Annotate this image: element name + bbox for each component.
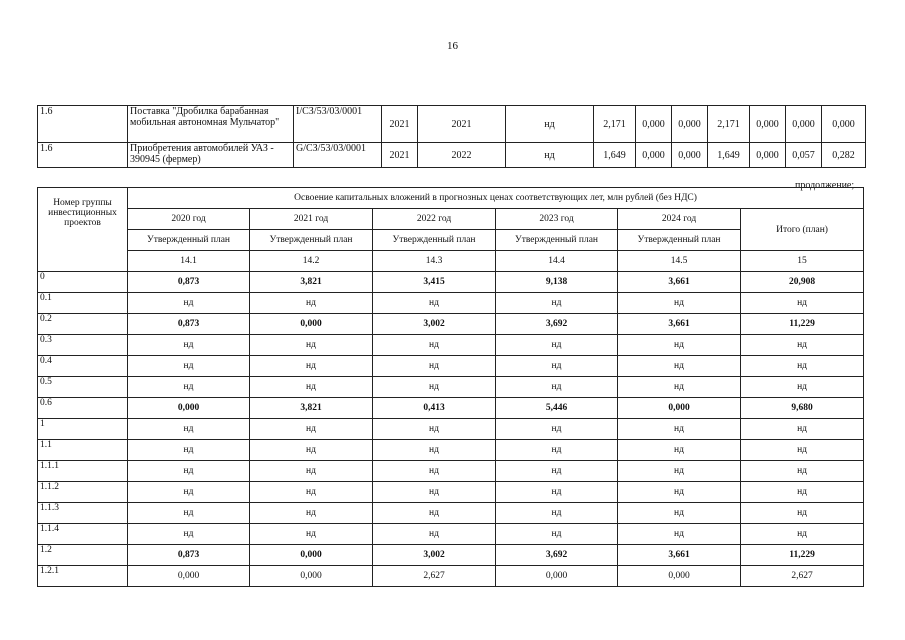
table-row [38, 377, 864, 398]
value-cell: нд [741, 377, 864, 398]
value-cell: 2,627 [373, 566, 496, 587]
value-cell: нд [128, 440, 250, 461]
value-cell: нд [250, 419, 373, 440]
continuation-note: продолжение; [795, 180, 855, 191]
value-cell: 0,000 [128, 566, 250, 587]
value-cell: нд [250, 293, 373, 314]
status-cell: нд [506, 143, 594, 168]
group-number-cell: 0.5 [38, 377, 128, 398]
status-cell: нд [506, 106, 594, 143]
value-cell: нд [250, 461, 373, 482]
value-cell: 2,627 [741, 566, 864, 587]
value-cell: нд [618, 293, 741, 314]
project-name-cell: Поставка "Дробилка барабанная мобильная автономная Мульчатор" [128, 106, 294, 143]
value-cell: 2,171 [594, 106, 636, 143]
project-code-cell: I/СЗ/53/03/0001 [294, 106, 382, 143]
table-row [38, 356, 864, 377]
column-number: 14.1 [128, 251, 250, 272]
value-cell: 0,000 [618, 566, 741, 587]
column-number: 14.5 [618, 251, 741, 272]
value-cell: нд [373, 356, 496, 377]
investment-table [37, 187, 864, 587]
value-cell: 0,000 [250, 545, 373, 566]
table-row [38, 272, 864, 293]
group-number-cell: 1.2 [38, 545, 128, 566]
value-cell: нд [618, 335, 741, 356]
top-row [38, 106, 866, 143]
value-cell: нд [741, 419, 864, 440]
group-cell: 1.6 [38, 143, 128, 168]
group-number-cell: 1.1 [38, 440, 128, 461]
value-cell: 3,661 [618, 545, 741, 566]
value-cell: нд [250, 377, 373, 398]
group-number-cell: 0.6 [38, 398, 128, 419]
table-row [38, 440, 864, 461]
value-cell: нд [128, 293, 250, 314]
year-end-cell: 2022 [418, 143, 506, 168]
year-header: 2022 год [373, 209, 496, 230]
value-cell: нд [496, 482, 618, 503]
project-name-cell: Приобретения автомобилей УАЗ - 390945 (фермер) [128, 143, 294, 168]
value-cell: нд [496, 419, 618, 440]
table-row [38, 524, 864, 545]
value-cell: нд [496, 440, 618, 461]
group-number-cell: 1.1.1 [38, 461, 128, 482]
value-cell: нд [250, 440, 373, 461]
value-cell: 9,680 [741, 398, 864, 419]
value-cell: 3,661 [618, 272, 741, 293]
value-cell: нд [128, 482, 250, 503]
group-number-cell: 0.2 [38, 314, 128, 335]
page-number: 16 [447, 40, 458, 52]
group-number-cell: 0.3 [38, 335, 128, 356]
value-cell: 0,000 [618, 398, 741, 419]
plan-header: Утвержденный план [496, 230, 618, 251]
value-cell: 0,000 [750, 143, 786, 168]
group-number-cell: 1.1.4 [38, 524, 128, 545]
value-cell: 11,229 [741, 545, 864, 566]
value-cell: 0,000 [822, 106, 866, 143]
value-cell: 3,661 [618, 314, 741, 335]
value-cell: нд [618, 503, 741, 524]
span-title: Освоение капитальных вложений в прогнозных ценах соответствующих лет, млн рублей (без НДС) [128, 188, 864, 209]
table-row [38, 335, 864, 356]
value-cell: 0,000 [496, 566, 618, 587]
value-cell: 0,000 [636, 106, 672, 143]
value-cell: 3,415 [373, 272, 496, 293]
value-cell: нд [618, 482, 741, 503]
value-cell: нд [496, 335, 618, 356]
value-cell: 0,413 [373, 398, 496, 419]
value-cell: нд [128, 461, 250, 482]
value-cell: 0,000 [672, 143, 708, 168]
value-cell: нд [373, 377, 496, 398]
value-cell: нд [373, 482, 496, 503]
group-number-cell: 0.4 [38, 356, 128, 377]
table-row [38, 545, 864, 566]
value-cell: нд [741, 482, 864, 503]
year-header: 2020 год [128, 209, 250, 230]
value-cell: 3,692 [496, 545, 618, 566]
value-cell: нд [618, 461, 741, 482]
value-cell: 3,821 [250, 272, 373, 293]
group-cell: 1.6 [38, 106, 128, 143]
group-number-cell: 1.1.2 [38, 482, 128, 503]
value-cell: нд [618, 356, 741, 377]
value-cell: 0,000 [786, 106, 822, 143]
value-cell: 0,000 [250, 566, 373, 587]
value-cell: нд [741, 461, 864, 482]
value-cell: 3,821 [250, 398, 373, 419]
year-header: 2024 год [618, 209, 741, 230]
value-cell: нд [741, 293, 864, 314]
value-cell: нд [128, 356, 250, 377]
table-row [38, 398, 864, 419]
value-cell: 0,282 [822, 143, 866, 168]
value-cell: нд [741, 503, 864, 524]
value-cell: нд [250, 482, 373, 503]
value-cell: нд [496, 377, 618, 398]
value-cell: 0,000 [250, 314, 373, 335]
year-start-cell: 2021 [382, 106, 418, 143]
value-cell: нд [373, 335, 496, 356]
value-cell: нд [741, 524, 864, 545]
plan-header: Утвержденный план [250, 230, 373, 251]
value-cell: нд [373, 293, 496, 314]
value-cell: нд [496, 503, 618, 524]
top-table [37, 105, 866, 168]
value-cell: 0,000 [672, 106, 708, 143]
value-cell: нд [373, 524, 496, 545]
column-number: 15 [741, 251, 864, 272]
value-cell: нд [496, 524, 618, 545]
value-cell: 0,057 [786, 143, 822, 168]
value-cell: 0,000 [750, 106, 786, 143]
value-cell: 3,002 [373, 545, 496, 566]
value-cell: нд [496, 461, 618, 482]
value-cell: 2,171 [708, 106, 750, 143]
group-number-cell: 0 [38, 272, 128, 293]
value-cell: нд [373, 461, 496, 482]
value-cell: нд [496, 356, 618, 377]
column-number: 14.3 [373, 251, 496, 272]
value-cell: нд [128, 503, 250, 524]
value-cell: нд [128, 524, 250, 545]
group-number-cell: 1.1.3 [38, 503, 128, 524]
year-end-cell: 2021 [418, 106, 506, 143]
value-cell: 11,229 [741, 314, 864, 335]
plan-header: Утвержденный план [618, 230, 741, 251]
table-row [38, 482, 864, 503]
group-header: Номер группы инвестиционных проектов [38, 188, 128, 272]
value-cell: нд [496, 293, 618, 314]
value-cell: 1,649 [594, 143, 636, 168]
project-code-cell: G/СЗ/53/03/0001 [294, 143, 382, 168]
group-number-cell: 0.1 [38, 293, 128, 314]
table-row [38, 293, 864, 314]
value-cell: 0,000 [636, 143, 672, 168]
value-cell: нд [741, 440, 864, 461]
value-cell: 0,873 [128, 272, 250, 293]
table-row [38, 503, 864, 524]
value-cell: нд [128, 377, 250, 398]
value-cell: 9,138 [496, 272, 618, 293]
plan-header: Утвержденный план [128, 230, 250, 251]
value-cell: нд [373, 419, 496, 440]
value-cell: нд [373, 440, 496, 461]
value-cell: нд [373, 503, 496, 524]
year-header: 2023 год [496, 209, 618, 230]
column-number: 14.2 [250, 251, 373, 272]
value-cell: нд [618, 419, 741, 440]
value-cell: 3,692 [496, 314, 618, 335]
value-cell: нд [250, 356, 373, 377]
value-cell: 0,873 [128, 314, 250, 335]
value-cell: нд [250, 503, 373, 524]
group-number-cell: 1.2.1 [38, 566, 128, 587]
value-cell: 1,649 [708, 143, 750, 168]
value-cell: нд [250, 524, 373, 545]
value-cell: нд [618, 524, 741, 545]
value-cell: 0,000 [128, 398, 250, 419]
value-cell: нд [618, 440, 741, 461]
value-cell: 20,908 [741, 272, 864, 293]
value-cell: нд [741, 356, 864, 377]
table-row [38, 461, 864, 482]
group-number-cell: 1 [38, 419, 128, 440]
table-row [38, 566, 864, 587]
top-row [38, 143, 866, 168]
value-cell: 0,873 [128, 545, 250, 566]
value-cell: нд [128, 419, 250, 440]
total-header: Итого (план) [741, 209, 864, 251]
value-cell: нд [618, 377, 741, 398]
table-row [38, 314, 864, 335]
plan-header: Утвержденный план [373, 230, 496, 251]
value-cell: нд [250, 335, 373, 356]
column-number: 14.4 [496, 251, 618, 272]
value-cell: нд [128, 335, 250, 356]
year-start-cell: 2021 [382, 143, 418, 168]
value-cell: 3,002 [373, 314, 496, 335]
table-row [38, 419, 864, 440]
value-cell: 5,446 [496, 398, 618, 419]
value-cell: нд [741, 335, 864, 356]
year-header: 2021 год [250, 209, 373, 230]
